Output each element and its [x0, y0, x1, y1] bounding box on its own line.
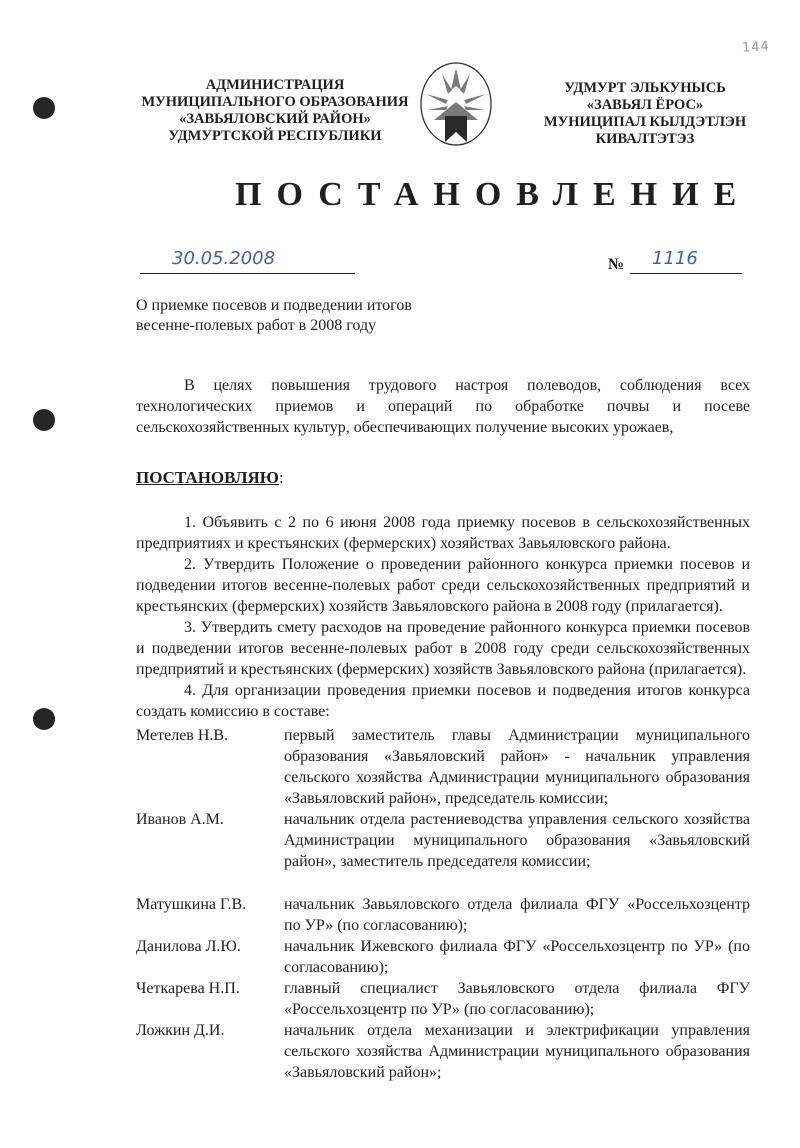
- archive-page-number: 144: [741, 39, 771, 56]
- subject: [136, 296, 456, 336]
- header-left-russian: [120, 77, 430, 145]
- member-row: [136, 978, 750, 1020]
- header-left-line: УДМУРТСКОЙ РЕСПУБЛИКИ: [168, 128, 382, 144]
- punch-hole: [33, 97, 55, 119]
- date-value: 30.05.2008: [172, 248, 276, 269]
- spacer: [136, 872, 750, 894]
- header-right-line: КИВАЛТЭТЭЗ: [595, 131, 695, 147]
- commission-members: [136, 725, 750, 1083]
- member-row: [136, 894, 750, 936]
- member-name: Данилова Л.Ю.: [136, 938, 241, 955]
- number-field: [630, 245, 742, 274]
- intro-paragraph: В целях повышения трудового настроя полеводов, соблюдения всех технологических приемов и операций по обработке почвы и посеве сельскохозяйственных культур, обеспечивающих получение высоких урожаев,: [136, 377, 750, 436]
- header-right-udmurt: [535, 80, 755, 148]
- member-row: [136, 725, 750, 809]
- decree-item: 2. Утвердить Положение о проведении районного конкурса приемки посевов и подведении итогов весенне-полевых работ среди сельскохозяйственных предприятий и крестьянских (фермерских) хозяйств Завьяловского района в 2008 году (прилагается).: [136, 556, 750, 615]
- header-right-line: «ЗАВЬЯЛ ЁРОС»: [586, 97, 704, 113]
- member-name: Иванов А.М.: [136, 811, 224, 828]
- member-name: Четкарева Н.П.: [136, 980, 240, 997]
- member-position: первый заместитель главы Администрации муниципального образования «Завьяловский район» - начальник управления сельского хозяйства Администрации муниципального образования «Завьяловский район», председатель комиссии;: [284, 727, 750, 807]
- member-position: главный специалист Завьяловского отдела филиала ФГУ «Россельхозцентр по УР» (по согласованию);: [284, 980, 750, 1018]
- header-left-line: АДМИНИСТРАЦИЯ: [205, 77, 345, 93]
- member-position: начальник отдела растениеводства управления сельского хозяйства Администрации муниципального образования «Завьяловский район», заместитель председателя комиссии;: [284, 811, 750, 870]
- header-left-line: «ЗАВЬЯЛОВСКИЙ РАЙОН»: [179, 111, 371, 127]
- decree-item: 3. Утвердить смету расходов на проведение районного конкурса приемки посевов и подведении итогов весенне-полевых работ в 2008 году среди сельскохозяйственных предприятий и крестьянских (фермерских) хозяйств Завьяловского района (прилагается).: [136, 619, 750, 678]
- number-value: 1116: [652, 248, 698, 269]
- header-left-line: МУНИЦИПАЛЬНОГО ОБРАЗОВАНИЯ: [141, 94, 409, 110]
- decree-items: [136, 512, 750, 722]
- decree-item: 4. Для организации проведения приемки посевов и подведения итогов конкурса создать комиссию в составе:: [136, 682, 750, 720]
- member-position: начальник Ижевского филиала ФГУ «Россельхозцентр по УР» (по согласованию);: [284, 938, 750, 976]
- member-position: начальник Завьяловского отдела филиала ФГУ «Россельхозцентр по УР» (по согласованию);: [284, 896, 750, 934]
- header-right-line: МУНИЦИПАЛ КЫЛДЭТЛЭН: [543, 114, 747, 130]
- member-name: Метелев Н.В.: [136, 727, 229, 744]
- document-title: ПОСТАНОВЛЕНИЕ: [235, 176, 752, 213]
- member-name: Ложкин Д.И.: [136, 1022, 225, 1039]
- subject-line: О приемке посевов и подведении итогов: [136, 297, 412, 314]
- punch-hole: [33, 409, 55, 431]
- coat-of-arms-icon: [418, 60, 494, 150]
- date-field: [140, 245, 355, 274]
- member-name: Матушкина Г.В.: [136, 896, 247, 913]
- number-label: №: [608, 256, 625, 273]
- decree-item: 1. Объявить с 2 по 6 июня 2008 года приемку посевов в сельскохозяйственных предприятиях и крестьянских (фермерских) хозяйствах Завьяловского района.: [136, 514, 750, 552]
- header-right-line: УДМУРТ ЭЛЬКУНЫСЬ: [564, 80, 726, 96]
- subject-line: весенне-полевых работ в 2008 году: [136, 317, 377, 334]
- member-position: начальник отдела механизации и электрификации управления сельского хозяйства Администрации муниципального образования «Завьяловский район»;: [284, 1022, 750, 1081]
- punch-hole: [33, 708, 55, 730]
- decree-word: ПОСТАНОВЛЯЮ: [136, 468, 279, 487]
- member-row: [136, 936, 750, 978]
- member-row: [136, 809, 750, 872]
- decree-heading: [136, 468, 284, 488]
- decree-colon: :: [278, 468, 284, 487]
- member-row: [136, 1020, 750, 1083]
